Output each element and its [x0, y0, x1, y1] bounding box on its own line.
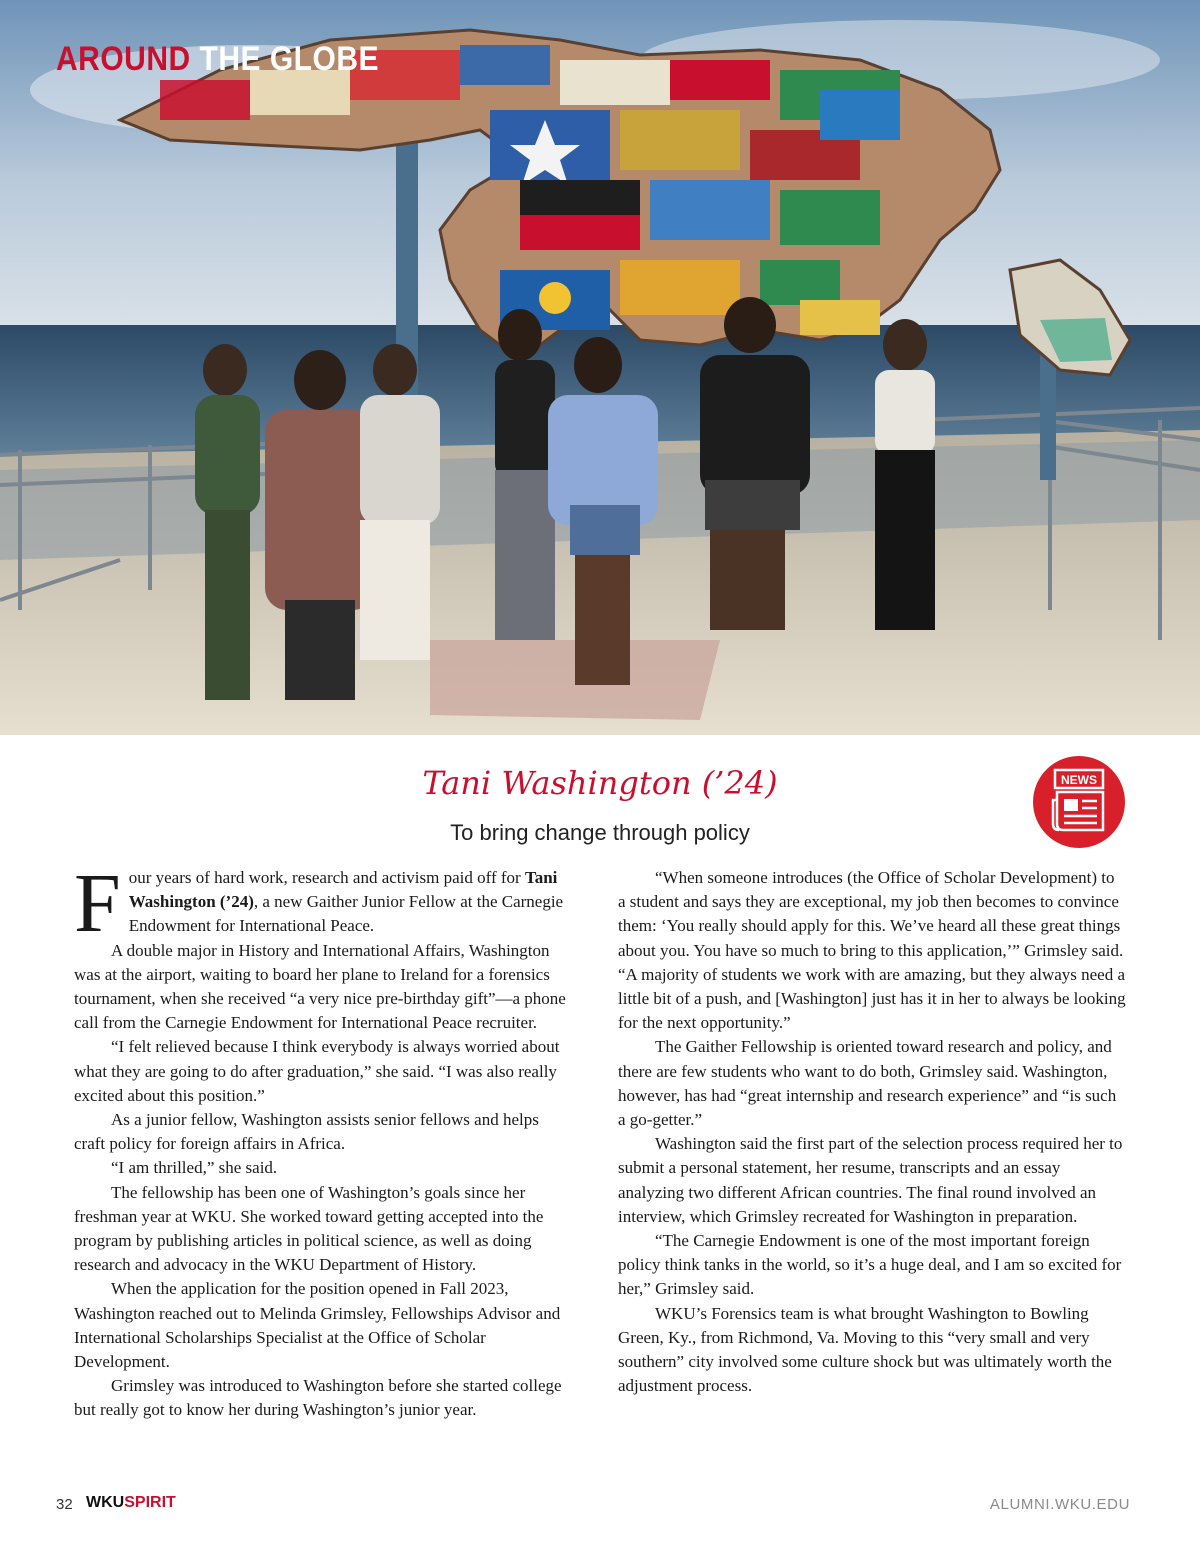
- news-icon-graphic: [1033, 756, 1125, 848]
- article-paragraph: “The Carnegie Endowment is one of the most important foreign policy think tanks in the world, so it’s a huge deal, and I am so excited for her,” Grimsley said.: [618, 1231, 1122, 1299]
- brand-spirit: SPIRIT: [124, 1494, 176, 1511]
- article-paragraph: As a junior fellow, Washington assists senior fellows and helps craft policy for foreign affairs in Africa.: [74, 1110, 539, 1154]
- brand-wku: WKU: [86, 1494, 125, 1511]
- article-paragraph: WKU’s Forensics team is what brought Washington to Bowling Green, Ky., from Richmond, Va. Moving to this “very small and very southern” city involved some culture shock but was ultimately worth the adjustment process.: [618, 1303, 1112, 1396]
- article-paragraph: [74, 857, 574, 950]
- article-column-left: [74, 857, 574, 1423]
- paragraph-text: our years of hard work, research and activism paid off for: [128, 868, 525, 887]
- footer-url: ALUMNI.WKU.EDU: [989, 1496, 1130, 1513]
- magazine-brand: [86, 1494, 176, 1512]
- section-label: [56, 40, 379, 79]
- article-headline: Tani Washington (’24): [422, 764, 778, 802]
- section-label-around: AROUND: [56, 40, 191, 78]
- svg-text:NEWS: NEWS: [1061, 773, 1097, 787]
- article-paragraph: The fellowship has been one of Washington’s goals since her freshman year at WKU. She worked toward getting accepted into the program by publishing articles in political science, as well as doing research and advocacy in the WKU Department of History.: [74, 1182, 544, 1275]
- article-paragraph: “When someone introduces (the Office of Scholar Development) to a student and says they are exceptional, my job then becomes to convince them: ‘You really should apply for this. We’ve heard all these great things about you. You have so much to bring to this application,’” Grimsley said. “A majority of students we work with are amazing, but they always need a little bit of a push, and [Washington] just has it in her to always be looking for the next opportunity.”: [618, 868, 1126, 1033]
- hero-photo-illustration: [0, 0, 1200, 735]
- article-paragraph: “I felt relieved because I think everybody is always worried about what they are going to do after graduation,” she said. “I was also really excited about this position.”: [74, 1037, 560, 1105]
- paragraph-text: , a new Gaither Junior Fellow at the Carnegie Endowment for International Peace.: [128, 892, 564, 936]
- article-paragraph: Grimsley was introduced to Washington before she started college but really got to know her during Washington’s junior year.: [74, 1376, 562, 1420]
- name-highlight: Tani Washington (’24): [128, 868, 558, 912]
- article-paragraph: The Gaither Fellowship is oriented toward research and policy, and there are few students who want to do both, Grimsley said. Washington, however, has had “great internship and research experience” and “is such a go-getter.”: [618, 1037, 1117, 1130]
- article-column-right: [618, 866, 1126, 1398]
- section-label-the-globe: THE GLOBE: [199, 40, 380, 78]
- article-subhead: To bring change through policy: [450, 820, 750, 845]
- drop-cap: F: [74, 857, 121, 950]
- article-paragraph: “I am thrilled,” she said.: [111, 1158, 278, 1178]
- article-paragraph: Washington said the first part of the selection process required her to submit a personal statement, her resume, transcripts and an essay analyzing two different African countries. The final round involved an interview, which Grimsley recreated for Washington in preparation.: [618, 1134, 1123, 1226]
- article-paragraph: A double major in History and International Affairs, Washington was at the airport, waiting to board her plane to Ireland for a forensics tournament, when she received “a very nice pre-birthday gift”—a phone call from the Carnegie Endowment for International Peace recruiter.: [74, 940, 566, 1033]
- hero-photo: [0, 0, 1200, 735]
- page-number: 32: [56, 1496, 73, 1513]
- article-paragraph: When the application for the position opened in Fall 2023, Washington reached out to Melinda Grimsley, Fellowships Advisor and International Scholarships Specialist at the Office of Scholar Development.: [74, 1279, 561, 1372]
- news-icon: [1033, 756, 1125, 848]
